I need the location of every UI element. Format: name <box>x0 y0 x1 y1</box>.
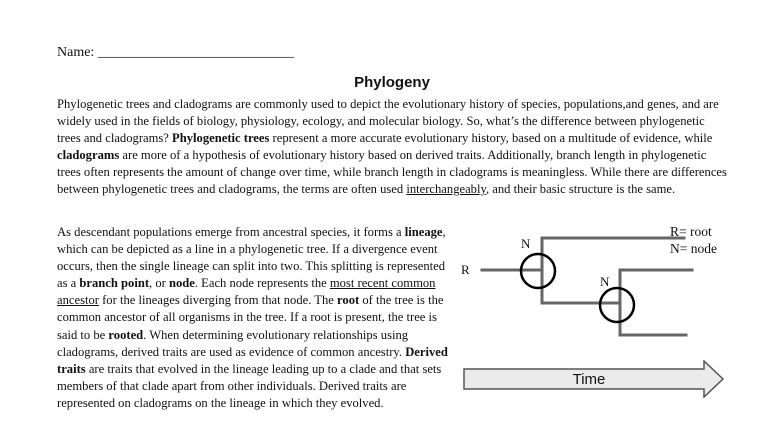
term-phylogenetic-trees: Phylogenetic trees <box>172 131 270 146</box>
lineage-text-1: As descendant populations emerge from ancestral species, it forms a <box>57 225 405 239</box>
root-label: R <box>461 262 470 277</box>
node-1-label: N <box>521 236 531 251</box>
term-derived-traits: Derived traits <box>57 344 448 376</box>
intro-text-1: Phylogenetic trees and cladograms are commonly used to depict the evolutionary history of species, populations,and genes, and are widely used in the fields of biology, physiology, ecology, and molecular biology. So, what’s the difference between phylogenetic trees and cladograms? <box>57 97 719 146</box>
term-interchangeably: interchangeably <box>406 182 486 197</box>
phylogenetic-tree-diagram <box>470 230 700 350</box>
term-branch-point: branch point <box>79 276 150 291</box>
lineage-text-8: are traits that evolved in the lineage leading up to a clade and that sets members of that clade apart from other individuals. Derived traits are represented on cladograms on the lineage in which they evolved. <box>57 361 442 410</box>
intro-text-2: represent a more accurate evolutionary history, based on a multitude of evidence, while <box>269 131 713 146</box>
lineage-text-2: , which can be depicted as a line in a phylogenetic tree. If a divergence event occurs, then the single lineage can split into two. This splitting is represented as a <box>57 225 446 291</box>
name-label: Name: <box>57 45 98 60</box>
term-cladograms: cladograms <box>57 148 120 163</box>
node-2-circle <box>600 288 634 322</box>
legend-root: R= root <box>670 224 712 239</box>
legend-node: N= node <box>670 241 717 256</box>
term-mrca: most recent common ancestor <box>57 276 436 308</box>
lineage-text-6: of the tree is the common ancestor of all organisms in the tree. If a root is present, the tree is said to be <box>57 293 444 342</box>
lineage-text-4: . Each node represents the <box>194 276 330 291</box>
node-2-label: N <box>600 274 610 289</box>
term-node: node <box>168 276 195 291</box>
term-rooted: rooted <box>108 327 144 342</box>
lineage-text-3: , or <box>149 276 169 291</box>
intro-text-3: are more of a hypothesis of evolutionary history based on derived traits. Additionally, branch length in phylogenetic trees often represents the amount of change over time, while branch length in cladograms is meaningless. While there are differences between phylogenetic trees and cladograms, the terms are often used <box>57 148 727 197</box>
lineage-paragraph <box>57 224 457 412</box>
time-label: Time <box>572 371 606 388</box>
term-root: root <box>337 293 360 308</box>
lineage-text-5: for the lineages diverging from that node. The <box>98 293 338 308</box>
name-blank: ____________________________ <box>97 45 294 60</box>
name-field <box>57 45 294 61</box>
intro-text-4: , and their basic structure is the same. <box>485 182 676 197</box>
intro-paragraph <box>57 96 729 199</box>
lineage-text-7: . When determining evolutionary relationships using cladograms, derived traits are used as evidence of common ancestry. <box>57 327 409 359</box>
term-lineage: lineage <box>404 225 443 239</box>
page-title: Phylogeny <box>354 74 430 91</box>
